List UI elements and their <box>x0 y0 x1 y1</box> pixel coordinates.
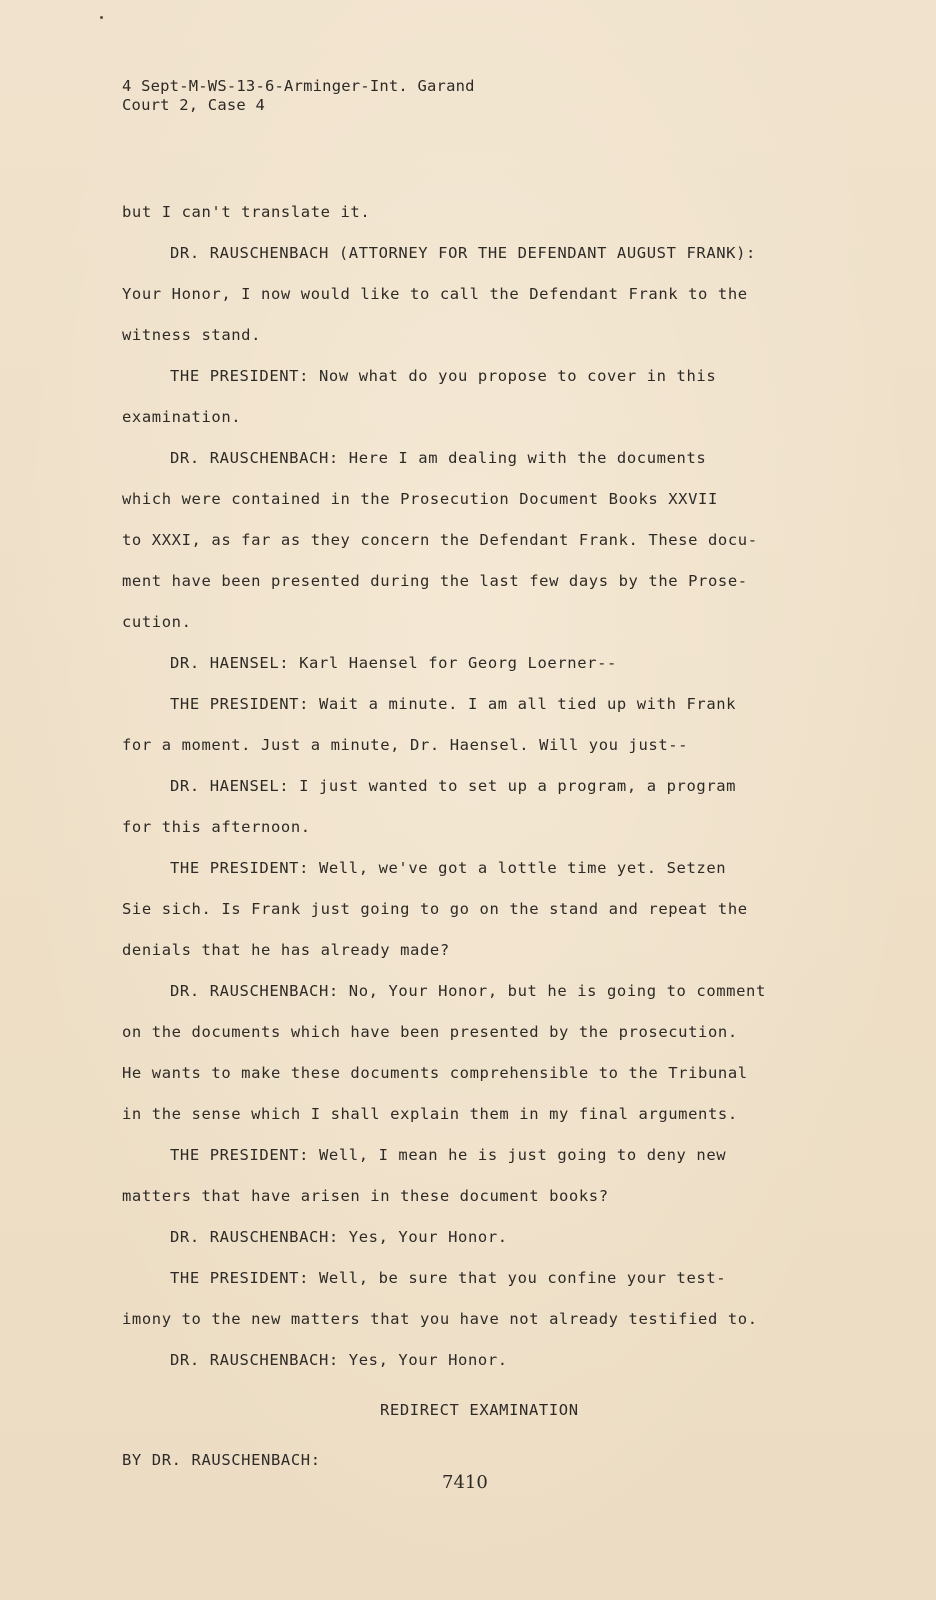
transcript-line: DR. RAUSCHENBACH (ATTORNEY FOR THE DEFENDANT AUGUST FRANK): <box>170 244 756 262</box>
transcript-line: in the sense which I shall explain them in my final arguments. <box>122 1105 738 1123</box>
transcript-line: ment have been presented during the last few days by the Prose- <box>122 572 748 590</box>
transcript-line: to XXXI, as far as they concern the Defendant Frank. These docu- <box>122 531 758 549</box>
transcript-line: on the documents which have been presented by the prosecution. <box>122 1023 738 1041</box>
transcript-line: DR. RAUSCHENBACH: Yes, Your Honor. <box>170 1228 508 1246</box>
page-number: 7410 <box>442 1472 488 1493</box>
transcript-line: Your Honor, I now would like to call the Defendant Frank to the <box>122 285 748 303</box>
transcript-line: cution. <box>122 613 192 631</box>
transcript-line: THE PRESIDENT: Now what do you propose to cover in this <box>170 367 717 385</box>
transcript-line: DR. RAUSCHENBACH: Yes, Your Honor. <box>170 1351 508 1369</box>
document-header-reference: 4 Sept-M-WS-13-6-Arminger-Int. Garand <box>122 77 475 95</box>
document-header-court: Court 2, Case 4 <box>122 96 265 114</box>
transcript-line: but I can't translate it. <box>122 203 371 221</box>
transcript-line: examination. <box>122 408 242 426</box>
transcript-line: THE PRESIDENT: Wait a minute. I am all tied up with Frank <box>170 695 737 713</box>
transcript-line: He wants to make these documents comprehensible to the Tribunal <box>122 1064 748 1082</box>
transcript-line: THE PRESIDENT: Well, I mean he is just going to deny new <box>170 1146 727 1164</box>
transcript-line: Sie sich. Is Frank just going to go on the stand and repeat the <box>122 900 748 918</box>
ink-speck <box>100 16 103 19</box>
transcript-line: BY DR. RAUSCHENBACH: <box>122 1451 321 1469</box>
transcript-line: DR. HAENSEL: I just wanted to set up a program, a program <box>170 777 737 795</box>
transcript-line: for a moment. Just a minute, Dr. Haensel. Will you just-- <box>122 736 689 754</box>
transcript-line: DR. HAENSEL: Karl Haensel for Georg Loerner-- <box>170 654 617 672</box>
transcript-line: DR. RAUSCHENBACH: Here I am dealing with the documents <box>170 449 707 467</box>
transcript-line: which were contained in the Prosecution Document Books XXVII <box>122 490 718 508</box>
transcript-line: imony to the new matters that you have not already testified to. <box>122 1310 758 1328</box>
transcript-line: for this afternoon. <box>122 818 311 836</box>
transcript-line: THE PRESIDENT: Well, we've got a lottle time yet. Setzen <box>170 859 727 877</box>
transcript-line: DR. RAUSCHENBACH: No, Your Honor, but he is going to comment <box>170 982 766 1000</box>
section-heading: REDIRECT EXAMINATION <box>380 1401 579 1419</box>
transcript-line: denials that he has already made? <box>122 941 450 959</box>
transcript-line: matters that have arisen in these document books? <box>122 1187 609 1205</box>
transcript-line: THE PRESIDENT: Well, be sure that you confine your test- <box>170 1269 727 1287</box>
transcript-line: witness stand. <box>122 326 262 344</box>
